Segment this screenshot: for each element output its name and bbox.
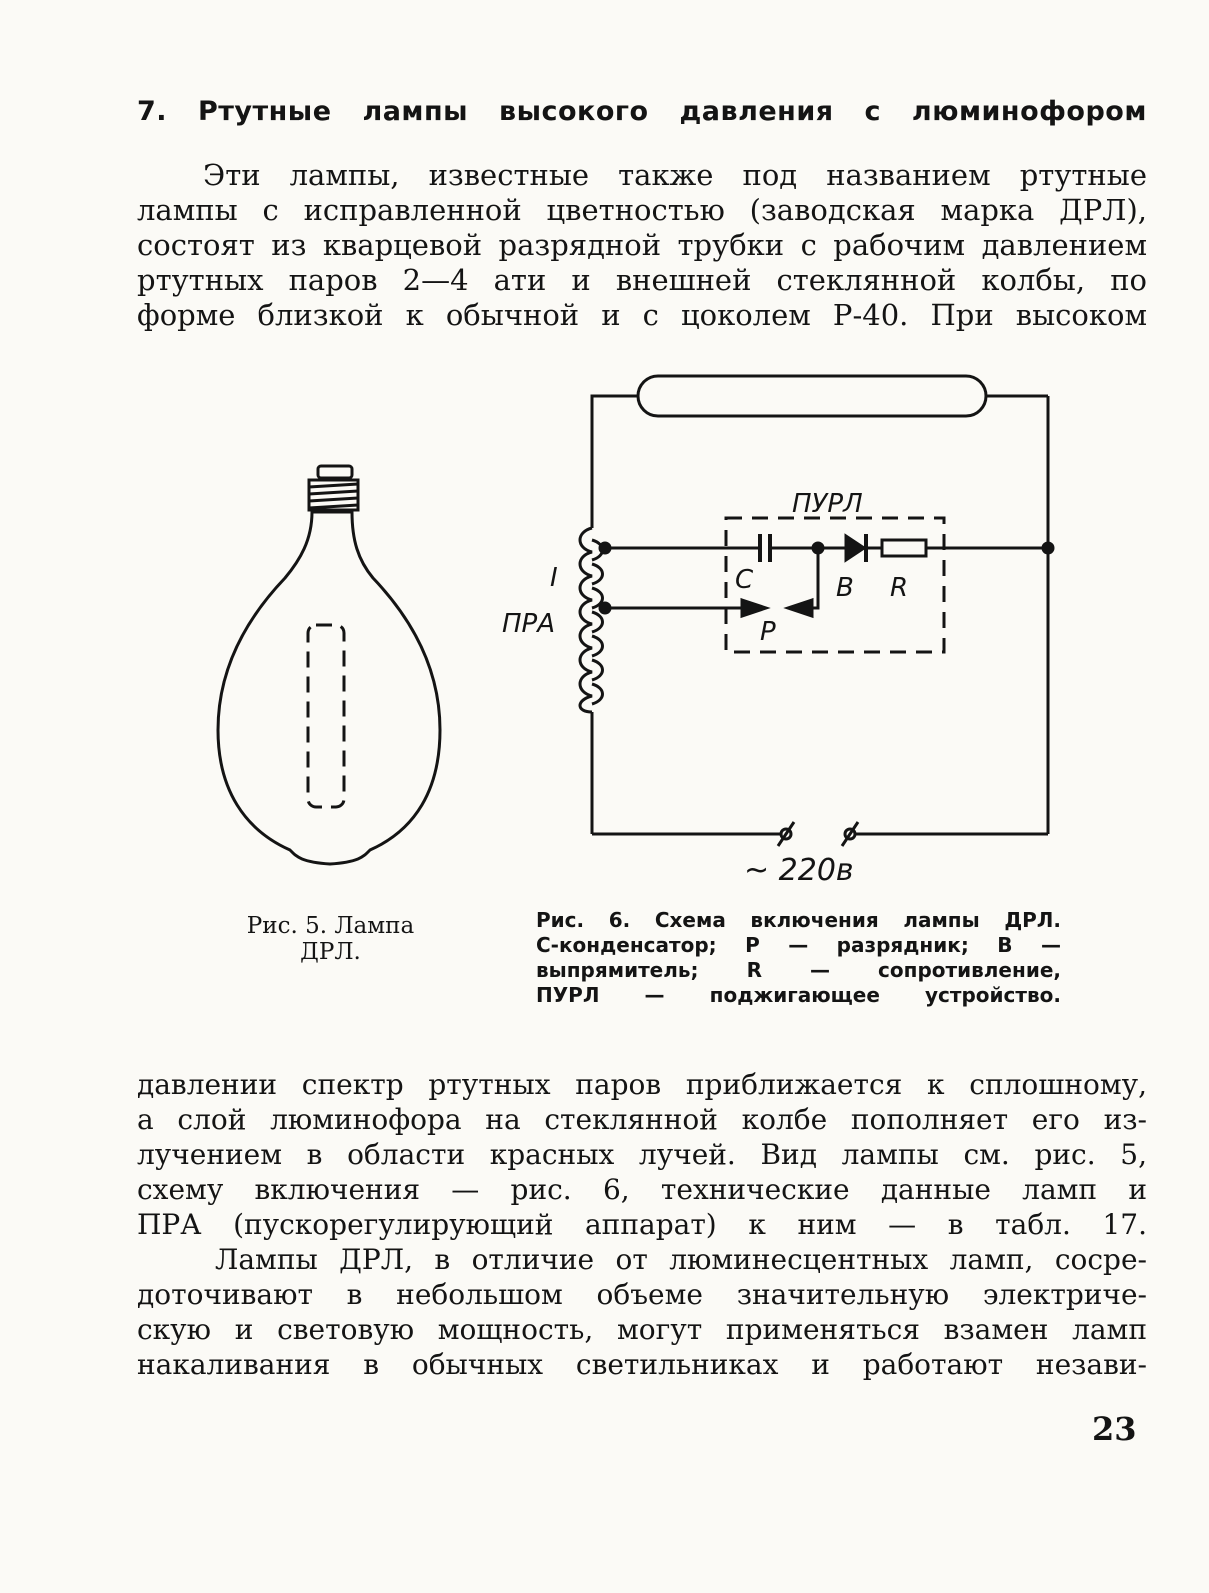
caption-line: ПУРЛ — поджигающее устройство. [536, 983, 1061, 1007]
heading-word: высокого [498, 96, 649, 127]
label-r: R [890, 573, 909, 603]
text-line: лучением в области красных лучей. Вид лампы см. рис. 5, [137, 1138, 1147, 1171]
heading-word: люминофором [911, 96, 1147, 127]
text-line: Эти лампы, известные также под названием ртутные [203, 158, 1147, 192]
caption-line: Рис. 6. Схема включения лампы ДРЛ. [536, 908, 1061, 932]
heading-word: Ртутные [197, 96, 332, 127]
text-line: доточивают в небольшом объеме значительную электриче- [137, 1278, 1147, 1311]
figure6-caption [536, 908, 1061, 1008]
text-line: а слой люминофора на стеклянной колбе пополняет его из- [137, 1103, 1147, 1136]
circuit-diagram [580, 376, 1053, 846]
text-line: Лампы ДРЛ, в отличие от люминесцентных ламп, сосре- [215, 1243, 1147, 1276]
caption-line: выпрямитель; R — сопротивление, [536, 958, 1061, 982]
label-pra: ПРА [502, 609, 556, 639]
heading-word: с [864, 96, 882, 127]
caption-line: С-конденсатор; Р — разрядник; В — [536, 933, 1061, 957]
label-p: P [760, 617, 776, 647]
label-voltage: ~ 220в [744, 853, 854, 888]
text-line: ПРА (пускорегулирующий аппарат) к ним — в табл. 17. [137, 1208, 1147, 1241]
discharge-tube [308, 625, 344, 807]
lamp-drl-figure [218, 466, 440, 864]
text-line: форме близкой к обычной и с цоколем Р-40. При высоком [137, 298, 1147, 332]
heading-number: 7. [137, 96, 168, 127]
circuit-lamp [638, 376, 986, 416]
label-purl: ПУРЛ [792, 489, 863, 519]
figure5-caption: Рис. 5. Лампа ДРЛ. [246, 913, 415, 965]
ballast-coil [580, 528, 603, 712]
paragraph-continued [137, 1067, 1147, 1382]
text-line: скую и световую мощность, могут применяться взамен ламп [137, 1313, 1147, 1346]
text-line: ртутных паров 2—4 ати и внешней стеклянной колбы, по [137, 263, 1147, 297]
text-line: состоят из кварцевой разрядной трубки с рабочим давлением [137, 228, 1147, 262]
lamp-base [309, 466, 358, 510]
lamp-bulb [218, 512, 440, 864]
text-line: схему включения — рис. 6, технические данные ламп и [137, 1173, 1147, 1206]
text-line: лампы с исправленной цветностью (заводская марка ДРЛ), [137, 193, 1147, 227]
heading-word: давления [679, 96, 834, 127]
page-number: 23 [1092, 1410, 1137, 1448]
label-tick: I [550, 563, 558, 593]
text-line: накаливания в обычных светильниках и работают незави- [137, 1348, 1147, 1381]
label-c: C [735, 565, 754, 595]
text-line: давлении спектр ртутных паров приближается к сплошному, [137, 1068, 1147, 1101]
heading-word: лампы [362, 96, 469, 127]
label-b: B [836, 573, 854, 603]
